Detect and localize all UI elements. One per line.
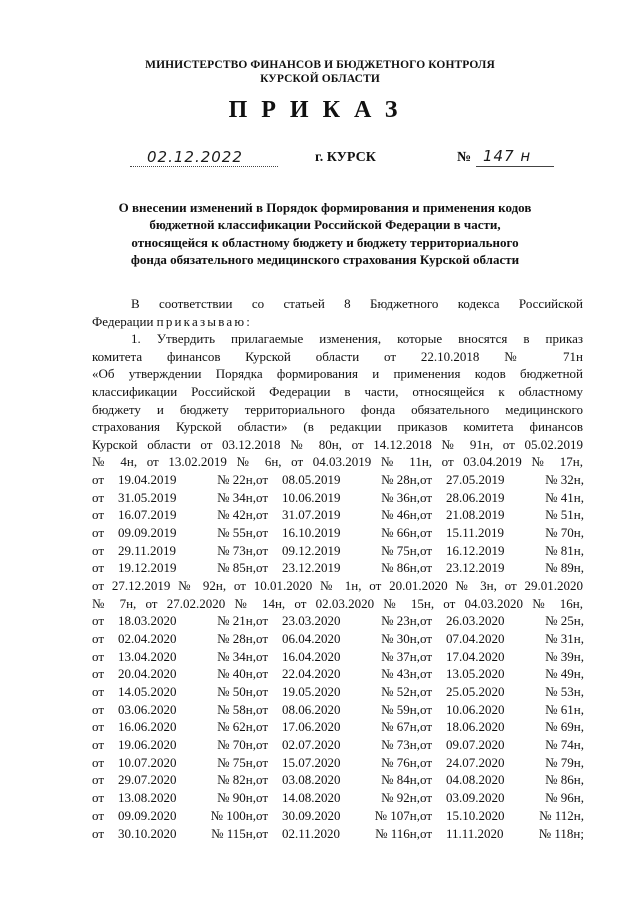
item1-line-3: «Об утверждении Порядка формирования и применения кодов бюджетной xyxy=(92,366,583,382)
order-number: № 43н, xyxy=(381,666,420,682)
order-date: 15.07.2020 xyxy=(282,754,341,770)
order-number: № 21н, xyxy=(217,613,256,629)
order-number: № 67н, xyxy=(381,719,420,735)
from-word: от xyxy=(420,719,433,735)
city-label: г. КУРСК xyxy=(315,150,376,165)
from-word: от xyxy=(256,489,269,505)
order-number: № 28н, xyxy=(381,471,420,487)
order-date: 06.04.2020 xyxy=(282,630,341,646)
amendments-line-mid-2: № 7н, от 27.02.2020 № 14н, от 02.03.2020 № 15н, от 04.03.2020 № 16н, xyxy=(92,595,583,611)
date-underline xyxy=(130,166,278,167)
order-number: № 69н, xyxy=(545,719,584,735)
from-word: от xyxy=(92,471,105,487)
order-number: № 49н, xyxy=(545,666,584,682)
order-date: 10.07.2020 xyxy=(118,754,177,770)
order-date: 21.08.2019 xyxy=(446,507,505,523)
from-word: от xyxy=(420,613,433,629)
from-word: от xyxy=(420,790,433,806)
amendment-row xyxy=(92,630,584,648)
from-word: от xyxy=(92,525,105,541)
from-word: от xyxy=(420,648,433,664)
from-word: от xyxy=(420,525,433,541)
from-word: от xyxy=(256,666,269,682)
intro-federation: Федерации xyxy=(92,313,157,329)
order-date: 22.04.2020 xyxy=(282,666,341,682)
amendment-row xyxy=(92,489,584,507)
order-date: 13.05.2020 xyxy=(446,666,505,682)
order-date: 23.03.2020 xyxy=(282,613,341,629)
document-type-title: ПРИКАЗ xyxy=(228,97,412,123)
order-date: 03.08.2020 xyxy=(282,772,341,788)
order-date: 03.06.2020 xyxy=(118,701,177,717)
order-date: 08.06.2020 xyxy=(282,701,341,717)
from-word: от xyxy=(92,790,105,806)
from-word: от xyxy=(420,542,433,558)
handwritten-number: 147 н xyxy=(483,147,532,165)
order-date: 16.07.2019 xyxy=(118,507,177,523)
order-date: 16.10.2019 xyxy=(282,525,341,541)
order-number: № 28н, xyxy=(217,630,256,646)
order-date: 19.04.2019 xyxy=(118,471,177,487)
order-number: № 84н, xyxy=(381,772,420,788)
order-date: 04.08.2020 xyxy=(446,772,505,788)
from-word: от xyxy=(92,648,105,664)
order-number: № 23н, xyxy=(381,613,420,629)
amendment-row xyxy=(92,754,584,772)
order-number: № 70н, xyxy=(545,525,584,541)
from-word: от xyxy=(420,701,433,717)
handwritten-date: 02.12.2022 xyxy=(147,148,243,166)
title-line-4: фонда обязательного медицинского страхования Курской области xyxy=(130,251,520,267)
item1-line-6: страхования Курской области» (в редакции приказов комитета финансов xyxy=(92,419,583,435)
ministry-header xyxy=(0,58,640,86)
order-number: № 25н, xyxy=(545,613,584,629)
amendment-row xyxy=(92,471,584,489)
from-word: от xyxy=(92,772,105,788)
from-word: от xyxy=(256,790,269,806)
order-number: № 31н, xyxy=(545,630,584,646)
order-number: № 58н, xyxy=(217,701,256,717)
amendment-row xyxy=(92,612,584,630)
from-word: от xyxy=(256,542,269,558)
order-date: 10.06.2020 xyxy=(446,701,505,717)
amendment-row xyxy=(92,807,584,825)
amendment-row xyxy=(92,825,584,843)
order-number: № 52н, xyxy=(381,684,420,700)
amendment-row xyxy=(92,718,584,736)
title-line-2: бюджетной классификации Российской Федерации в части, xyxy=(149,217,501,233)
item1-line-8: № 4н, от 13.02.2019 № 6н, от 04.03.2019 № 11н, от 03.04.2019 № 17н, xyxy=(92,454,583,470)
from-word: от xyxy=(256,825,269,841)
intro-line-2 xyxy=(92,313,583,331)
order-date: 19.12.2019 xyxy=(118,560,177,576)
from-word: от xyxy=(256,684,269,700)
from-word: от xyxy=(256,807,269,823)
title-line-1: О внесении изменений в Порядок формирования и применения кодов xyxy=(118,200,532,215)
order-number: № 22н, xyxy=(217,471,256,487)
order-number: № 32н, xyxy=(545,471,584,487)
order-date: 19.06.2020 xyxy=(118,737,177,753)
order-date: 09.07.2020 xyxy=(446,737,505,753)
order-date: 11.11.2020 xyxy=(446,825,504,841)
order-date: 16.12.2019 xyxy=(446,542,505,558)
order-date: 31.07.2019 xyxy=(282,507,341,523)
amendment-row xyxy=(92,736,584,754)
order-date: 07.04.2020 xyxy=(446,630,505,646)
order-number: № 40н, xyxy=(217,666,256,682)
order-body xyxy=(92,295,583,842)
item1-line-1: 1. Утвердить прилагаемые изменения, которые вносятся в приказ xyxy=(131,331,583,347)
order-number: № 107н, xyxy=(374,807,420,823)
from-word: от xyxy=(256,737,269,753)
order-number: № 90н, xyxy=(217,790,256,806)
item1-line-5: бюджету и бюджету территориального фонда обязательного медицинского xyxy=(92,401,583,417)
order-number: № 73н, xyxy=(217,542,256,558)
order-date: 27.05.2019 xyxy=(446,471,505,487)
order-number: № 74н, xyxy=(545,737,584,753)
from-word: от xyxy=(92,825,105,841)
order-number: № 50н, xyxy=(217,684,256,700)
amendment-row xyxy=(92,506,584,524)
order-number: № 30н, xyxy=(381,630,420,646)
order-date: 31.05.2019 xyxy=(118,489,177,505)
from-word: от xyxy=(256,648,269,664)
from-word: от xyxy=(92,807,105,823)
order-date: 15.11.2019 xyxy=(446,525,505,541)
amendment-row xyxy=(92,559,584,577)
order-number: № 85н, xyxy=(217,560,256,576)
from-word: от xyxy=(256,754,269,770)
order-number: № 89н, xyxy=(545,560,584,576)
order-date: 18.03.2020 xyxy=(118,613,177,629)
amendment-row xyxy=(92,524,584,542)
from-word: от xyxy=(92,489,105,505)
from-word: от xyxy=(256,507,269,523)
order-number: № 66н, xyxy=(381,525,420,541)
order-date: 09.09.2020 xyxy=(118,807,177,823)
order-number: № 59н, xyxy=(381,701,420,717)
order-number: № 41н, xyxy=(545,489,584,505)
order-number: № 37н, xyxy=(381,648,420,664)
order-date: 23.12.2019 xyxy=(446,560,505,576)
amendments-line-mid-1: от 27.12.2019 № 92н, от 10.01.2020 № 1н, от 20.01.2020 № 3н, от 29.01.2020 xyxy=(92,578,583,594)
order-number: № 34н, xyxy=(217,489,256,505)
amendment-row xyxy=(92,542,584,560)
order-number: № 46н, xyxy=(381,507,420,523)
order-number: № 53н, xyxy=(545,684,584,700)
order-date: 19.05.2020 xyxy=(282,684,341,700)
order-number: № 96н, xyxy=(545,790,584,806)
from-word: от xyxy=(256,471,269,487)
order-date: 10.06.2019 xyxy=(282,489,341,505)
order-date: 02.07.2020 xyxy=(282,737,341,753)
amendment-row xyxy=(92,789,584,807)
order-date: 09.12.2019 xyxy=(282,542,341,558)
number-underline xyxy=(476,166,554,167)
title-line-3: относящейся к областному бюджету и бюджету территориального xyxy=(131,234,519,250)
order-date: 02.04.2020 xyxy=(118,630,177,646)
order-date: 14.05.2020 xyxy=(118,684,177,700)
order-date: 26.03.2020 xyxy=(446,613,505,629)
order-date: 25.05.2020 xyxy=(446,684,505,700)
order-number: № 81н, xyxy=(545,542,584,558)
order-number: № 112н, xyxy=(539,807,584,823)
order-number: № 100н, xyxy=(210,807,256,823)
order-number: № 70н, xyxy=(217,737,256,753)
order-number: № 75н, xyxy=(381,542,420,558)
amendment-row xyxy=(92,771,584,789)
order-title xyxy=(80,199,570,268)
order-number: № 62н, xyxy=(217,719,256,735)
from-word: от xyxy=(256,719,269,735)
order-date: 09.09.2019 xyxy=(118,525,177,541)
from-word: от xyxy=(420,825,433,841)
from-word: от xyxy=(420,684,433,700)
from-word: от xyxy=(420,489,433,505)
order-number: № 86н, xyxy=(545,772,584,788)
item1-line-4: классификации Российской Федерации в части, относящейся к областному xyxy=(92,383,583,399)
amendment-row xyxy=(92,665,584,683)
order-number: № 118н; xyxy=(538,825,584,841)
from-word: от xyxy=(420,507,433,523)
order-number: № 76н, xyxy=(381,754,420,770)
order-date: 17.06.2020 xyxy=(282,719,341,735)
from-word: от xyxy=(92,630,105,646)
from-word: от xyxy=(420,471,433,487)
from-word: от xyxy=(256,613,269,629)
from-word: от xyxy=(420,560,433,576)
order-word: приказываю xyxy=(156,313,247,329)
order-date: 18.06.2020 xyxy=(446,719,505,735)
from-word: от xyxy=(92,507,105,523)
amendments-table-a xyxy=(92,471,584,577)
order-date: 23.12.2019 xyxy=(282,560,341,576)
order-date: 02.11.2020 xyxy=(282,825,341,841)
order-date: 15.10.2020 xyxy=(446,807,505,823)
from-word: от xyxy=(92,754,105,770)
order-number: № 92н, xyxy=(381,790,420,806)
order-number: № 116н, xyxy=(375,825,420,841)
from-word: от xyxy=(256,772,269,788)
order-date: 20.04.2020 xyxy=(118,666,177,682)
amendments-table-b xyxy=(92,612,584,842)
order-number: № 39н, xyxy=(545,648,584,664)
order-date: 13.04.2020 xyxy=(118,648,177,664)
from-word: от xyxy=(92,701,105,717)
from-word: от xyxy=(92,666,105,682)
from-word: от xyxy=(420,630,433,646)
from-word: от xyxy=(256,525,269,541)
order-date: 29.07.2020 xyxy=(118,772,177,788)
intro-colon: : xyxy=(246,313,250,329)
amendment-row xyxy=(92,648,584,666)
order-date: 24.07.2020 xyxy=(446,754,505,770)
from-word: от xyxy=(420,772,433,788)
order-date: 16.06.2020 xyxy=(118,719,177,735)
order-number: № 34н, xyxy=(217,648,256,664)
from-word: от xyxy=(420,754,433,770)
item1-line-7: Курской области от 03.12.2018 № 80н, от 14.12.2018 № 91н, от 05.02.2019 xyxy=(92,436,583,452)
order-date: 14.08.2020 xyxy=(282,790,341,806)
amendment-row xyxy=(92,683,584,701)
order-number: № 51н, xyxy=(545,507,584,523)
order-date: 03.09.2020 xyxy=(446,790,505,806)
number-label: № xyxy=(457,150,472,165)
order-date: 29.11.2019 xyxy=(118,542,177,558)
from-word: от xyxy=(92,613,105,629)
order-date: 08.05.2019 xyxy=(282,471,341,487)
from-word: от xyxy=(420,666,433,682)
from-word: от xyxy=(256,701,269,717)
amendment-row xyxy=(92,701,584,719)
order-number: № 36н, xyxy=(381,489,420,505)
order-date: 13.08.2020 xyxy=(118,790,177,806)
order-date: 28.06.2019 xyxy=(446,489,505,505)
order-number: № 86н, xyxy=(381,560,420,576)
from-word: от xyxy=(92,542,105,558)
intro-line-1: В соответствии со статьей 8 Бюджетного кодекса Российской xyxy=(131,296,583,311)
order-number: № 42н, xyxy=(217,507,256,523)
from-word: от xyxy=(256,560,269,576)
order-number: № 75н, xyxy=(217,754,256,770)
ministry-line-2: КУРСКОЙ ОБЛАСТИ xyxy=(260,73,380,85)
order-date: 30.09.2020 xyxy=(282,807,341,823)
from-word: от xyxy=(256,630,269,646)
order-number: № 115н, xyxy=(211,825,256,841)
from-word: от xyxy=(92,737,105,753)
order-number: № 82н, xyxy=(217,772,256,788)
from-word: от xyxy=(92,560,105,576)
order-date: 17.04.2020 xyxy=(446,648,505,664)
item1-line-2: комитета финансов Курской области от 22.10.2018 № 71н xyxy=(92,348,583,364)
from-word: от xyxy=(420,807,433,823)
from-word: от xyxy=(92,684,105,700)
order-date: 16.04.2020 xyxy=(282,648,341,664)
order-number: № 55н, xyxy=(217,525,256,541)
order-number: № 73н, xyxy=(381,737,420,753)
order-date: 30.10.2020 xyxy=(118,825,177,841)
from-word: от xyxy=(92,719,105,735)
order-number: № 79н, xyxy=(545,754,584,770)
ministry-line-1: МИНИСТЕРСТВО ФИНАНСОВ И БЮДЖЕТНОГО КОНТРОЛЯ xyxy=(145,59,495,71)
from-word: от xyxy=(420,737,433,753)
order-number: № 61н, xyxy=(545,701,584,717)
